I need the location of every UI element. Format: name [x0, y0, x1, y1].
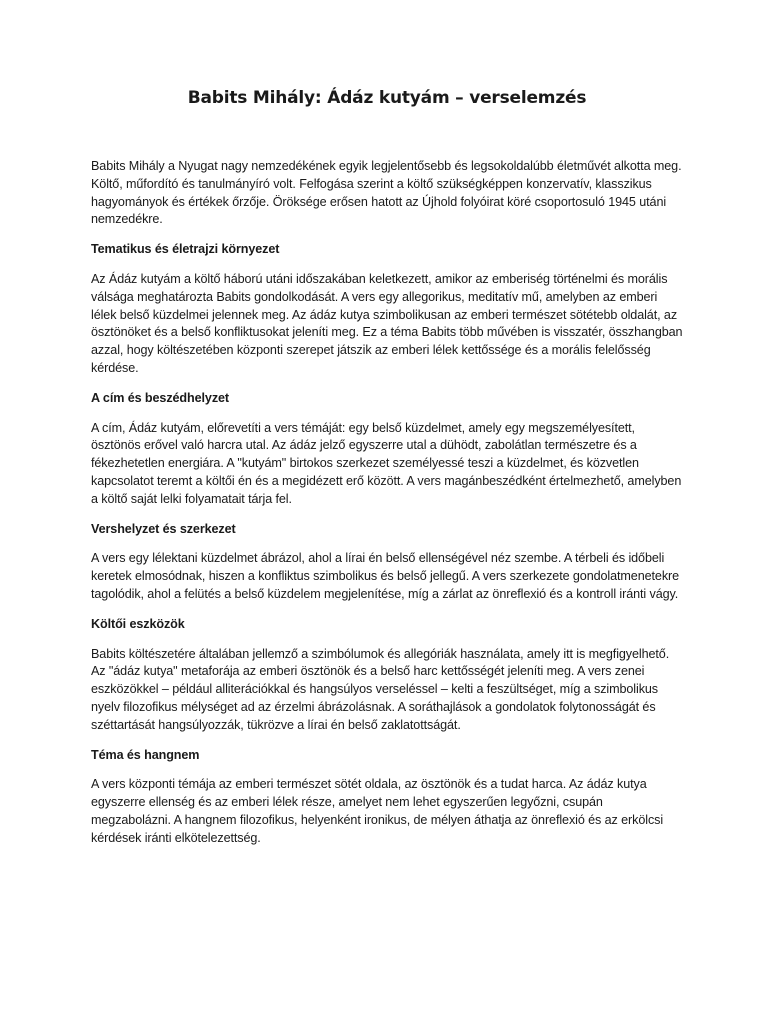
section-heading-structure: Vershelyzet és szerkezet — [91, 521, 236, 536]
section-heading-context: Tematikus és életrajzi környezet — [91, 242, 280, 257]
section-body-theme: A vers központi témája az emberi természet sötét oldala, az ösztönök és a tudat harca. Az ádáz kutya egyszerre ellenség és az emberi lélek része, amelyet nem lehet egyszerűen legyőzni, csupán megzabolázni. A hangnem filozofikus, helyenként ironikus, de mélyen áthatja az önreflexió és az erkölcsi kérdések iránti elkötelezettség. — [91, 777, 664, 845]
section-body-context: Az Ádáz kutyám a költő háború utáni időszakában keletkezett, amikor az emberiség történelmi és morális válsága meghatározta Babits gondolkodását. A vers egy allegorikus, meditatív mű, amelyben az emberi lélek belső küzdelmei jelennek meg. Az ádáz kutya szimbolikusan az emberi természet sötétebb oldalát, az ösztönöket és a belső konfliktusokat jeleníti meg. Ez a téma Babits több művében is visszatér, összhangban azzal, hogy költészetében központi szerepet játszik az emberi lélek kettőssége és a morális felelősség kérdése. — [91, 271, 683, 375]
section-heading-devices: Költői eszközök — [91, 616, 185, 631]
section-heading-theme: Téma és hangnem — [91, 747, 200, 762]
intro-paragraph: Babits Mihály a Nyugat nagy nemzedékének egyik legjelentősebb és legsokoldalúbb életművét alkotta meg. Költő, műfordító és tanulmányíró volt. Felfogása szerint a költő szükségképpen konzervatív, klasszikus hagyományok és értékek őrzője. Öröksége erősen hatott az Újhold folyóirat köré csoportosuló 1945 utáni nemzedékre. — [91, 159, 682, 227]
section-body-structure: A vers egy lélektani küzdelmet ábrázol, ahol a lírai én belső ellenségével néz szembe. A térbeli és időbeli keretek elmosódnak, hiszen a konfliktus szimbolikus és belső jellegű. A vers szerkezete gondolatmenetekre tagolódik, ahol a felütés a belső küzdelem megjelenítése, míg a zárlat az önreflexió és a kontroll iránti vágy. — [91, 551, 680, 601]
section-heading-title: A cím és beszédhelyzet — [91, 390, 230, 405]
document-title: Babits Mihály: Ádáz kutyám – verselemzés — [187, 88, 587, 108]
document-page — [91, 88, 683, 860]
section-body-devices: Babits költészetére általában jellemző a szimbólumok és allegóriák használata, amely itt is megfigyelhető. Az "ádáz kutya" metaforája az emberi ösztönök és a belső harc kettősségét jeleníti meg. A vers zenei eszközökkel – például alliterációkkal és hangsúlyos verseléssel – kelti a feszültséget, míg a szimbolikus nyelv filozofikus mélységet ad az érzelmi ábrázolásnak. A soráthajlások a gondolatok folytonosságát és széttartását hangsúlyozzák, tükrözve a lírai én belső zaklatottságát. — [91, 646, 670, 732]
section-body-title: A cím, Ádáz kutyám, előrevetíti a vers témáját: egy belső küzdelmet, amely egy megszemélyesített, ösztönös erővel való harcra utal. Az ádáz jelző egyszerre utal a dühödt, zabolátlan természetre és a fékezhetetlen energiára. A "kutyám" birtokos szerkezet személyessé teszi a küzdelmet, és közvetlen kapcsolatot teremt a költői én és a megidézett erő között. A vers magánbeszédként értelmezhető, amelyben a költő saját lelki folyamatait tárja fel. — [91, 420, 682, 506]
